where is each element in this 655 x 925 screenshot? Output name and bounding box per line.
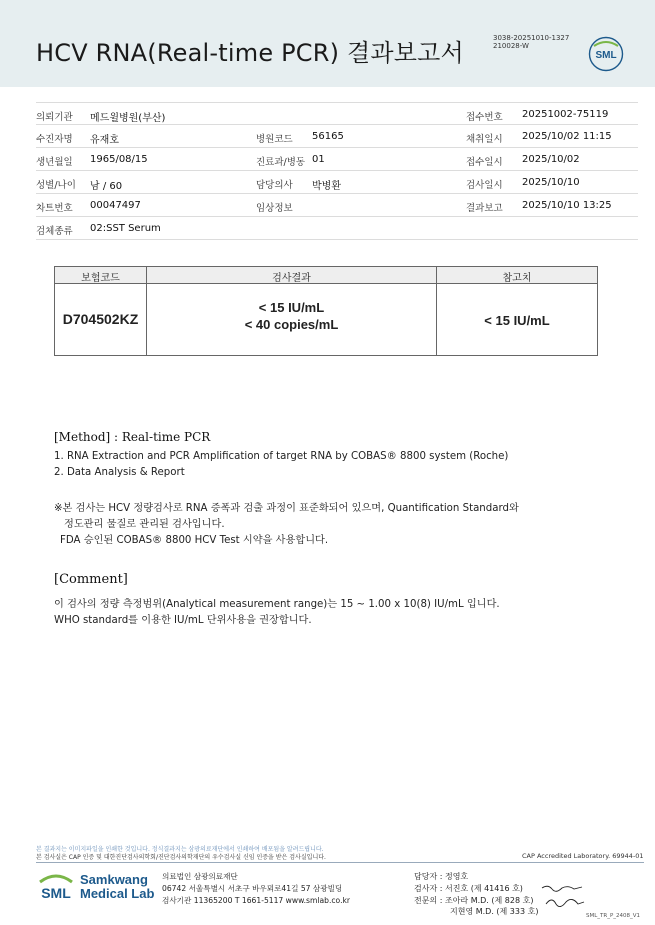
info-row [36, 171, 638, 194]
test-result-value [147, 299, 436, 333]
specialist-2: 지현영 M.D. (제 333 호) [450, 907, 539, 916]
accreditation-note: 본 검사실은 CAP 인증 및 대한진단검사의학회/진단검사의학재단의 우수검사실 신임 인증을 받은 검사실입니다. [36, 854, 326, 861]
document-number-line-2: 210028-W [493, 42, 529, 50]
method-note-2: 정도관리 물질로 관리된 검사입니다. [64, 519, 225, 530]
specialist-1: 전문의 : 조아라 M.D. (제 828 호) [414, 896, 534, 905]
chart-value: 00047497 [90, 200, 141, 211]
result-iu: < 15 IU/mL [258, 300, 325, 315]
report-title: HCV RNA(Real-time PCR) 결과보고서 [36, 39, 464, 67]
comment-title: [Comment] [54, 572, 128, 587]
method-title: [Method] : Real-time PCR [54, 430, 211, 444]
specimen-value: 02:SST Serum [90, 223, 161, 234]
doctor-label: 담당의사 [256, 180, 293, 191]
specimen-label: 검체종류 [36, 226, 73, 237]
footer-divider [36, 862, 644, 863]
method-line-1: 1. RNA Extraction and PCR Amplification of target RNA by COBAS® 8800 system (Roche) [54, 451, 509, 462]
doctor-value: 박병환 [312, 181, 341, 192]
dept-value: 01 [312, 154, 325, 165]
dob-value: 1965/08/15 [90, 154, 148, 165]
tested-value: 2025/10/10 [522, 177, 580, 188]
info-row [36, 148, 638, 171]
contact-info: 검사기관 11365200 T 1661-5117 www.smlab.co.kr [162, 896, 350, 905]
sml-logo-icon [588, 36, 624, 72]
received-value: 2025/10/02 [522, 154, 580, 165]
reported-label: 결과보고 [466, 203, 503, 214]
patient-label: 수진자명 [36, 134, 73, 145]
insurance-code-header: 보험코드 [81, 273, 120, 284]
staff-in-charge: 담당자 : 정영호 [414, 872, 469, 881]
signature-icon [538, 880, 588, 914]
collected-label: 채취일시 [466, 134, 503, 145]
report-header [0, 0, 655, 87]
reference-value: < 15 IU/mL [484, 313, 550, 328]
address: 06742 서울특별시 서초구 바우뫼로41길 57 삼광빌딩 [162, 884, 343, 893]
form-code: SML_TR_P_2408_V1 [586, 913, 641, 919]
patient-value: 유재호 [90, 135, 119, 146]
tested-label: 검사일시 [466, 180, 503, 191]
tester: 검사자 : 서진호 (제 41416 호) [414, 884, 523, 893]
document-number [493, 34, 569, 50]
info-row [36, 125, 638, 148]
brand-line-2: Medical Lab [80, 886, 155, 901]
received-label: 접수일시 [466, 157, 503, 168]
cap-accreditation: CAP Accredited Laboratory. 69944-01 [522, 852, 644, 860]
document-number-line-1: 3038-20251010-1327 [493, 34, 570, 42]
hospital-code-label: 병원코드 [256, 134, 293, 145]
info-row [36, 194, 638, 217]
samkwang-logo-icon [36, 868, 76, 908]
method-note-3: FDA 승인된 COBAS® 8800 HCV Test 시약을 사용합니다. [60, 535, 329, 546]
sml-logo-text: SML [595, 50, 617, 61]
sex-age-value: 남 / 60 [90, 181, 123, 192]
dob-label: 생년월일 [36, 157, 73, 168]
result-copies: < 40 copies/mL [244, 317, 339, 332]
print-disclaimer: 본 결과지는 이미지파일을 인쇄한 것입니다. 정식결과지는 삼광의료재단에서 인쇄하여 배포됨을 알려드립니다. [36, 846, 324, 853]
method-note-1: ※본 검사는 HCV 정량검사로 RNA 증폭과 검출 과정이 표준화되어 있으며, Quantification Standard와 [54, 503, 519, 514]
insurance-code-value: D704502KZ [62, 311, 139, 327]
info-row [36, 102, 638, 125]
hospital-code-value: 56165 [312, 131, 344, 142]
result-table [54, 266, 598, 356]
institution-value: 메드윌병원(부산) [90, 113, 166, 124]
sex-age-label: 성별/나이 [36, 180, 76, 191]
patient-info-table [36, 102, 638, 240]
reported-value: 2025/10/10 13:25 [522, 200, 612, 211]
foundation-name: 의료법인 삼광의료재단 [162, 872, 238, 881]
info-row [36, 217, 638, 240]
comment-line-1: 이 검사의 정량 측정범위(Analytical measurement range)는 15 ~ 1.00 x 10(8) IU/mL 입니다. [54, 599, 500, 610]
brand-name [80, 873, 154, 901]
clinical-label: 임상정보 [256, 203, 293, 214]
samkwang-logo-text: SML [41, 885, 71, 901]
reception-no-value: 20251002-75119 [522, 109, 609, 120]
collected-value: 2025/10/02 11:15 [522, 131, 612, 142]
brand-line-1: Samkwang [80, 872, 148, 887]
institution-label: 의뢰기관 [36, 112, 73, 123]
test-result-header: 검사결과 [272, 273, 311, 284]
chart-label: 차트번호 [36, 203, 73, 214]
reference-header: 참고치 [502, 273, 532, 284]
reception-no-label: 접수번호 [466, 112, 503, 123]
method-line-2: 2. Data Analysis & Report [54, 467, 185, 478]
dept-label: 진료과/병동 [256, 157, 306, 168]
comment-line-2: WHO standard를 이용한 IU/mL 단위사용을 권장합니다. [54, 615, 312, 626]
